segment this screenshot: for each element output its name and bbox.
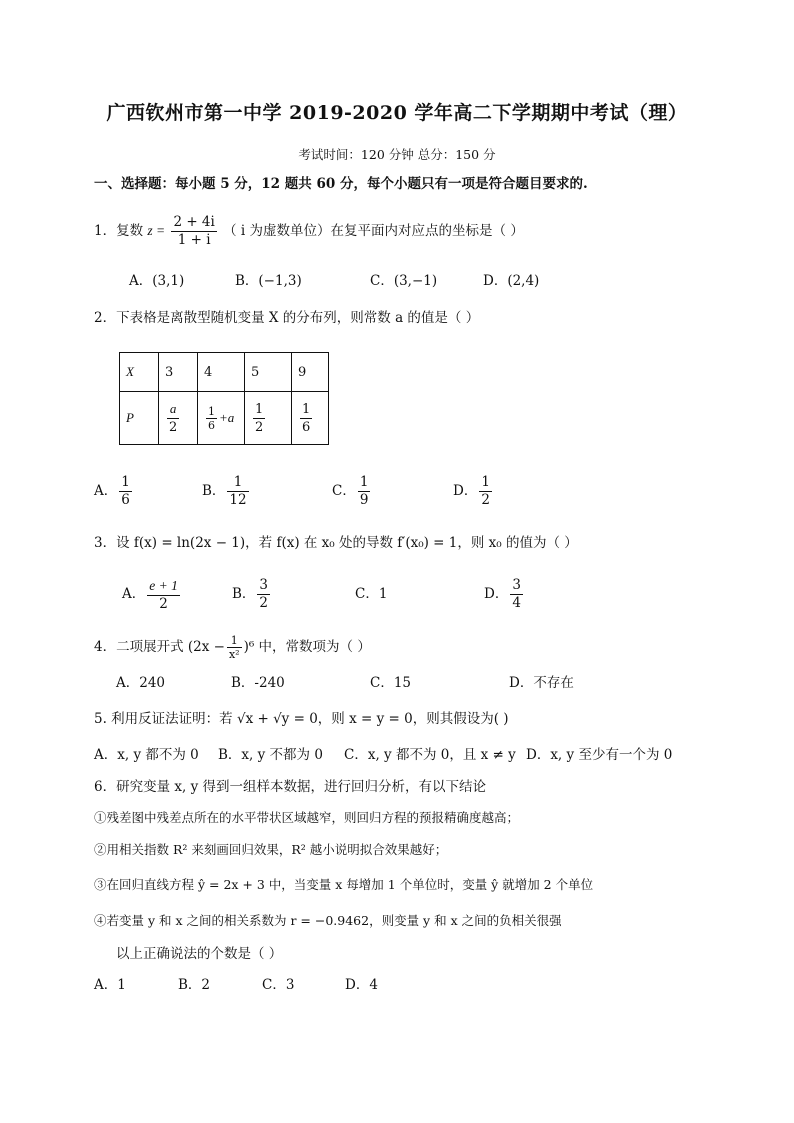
table-row [120, 392, 329, 445]
exam-info: 考试时间：120 分钟 总分：150 分 [298, 147, 496, 162]
section-heading: 一、选择题：每小题 5 分，12 题共 60 分，每个小题只有一项是符合题目要求的. [94, 176, 588, 192]
q1-option-c: C．(3,−1) [370, 273, 438, 289]
table-row [120, 353, 329, 392]
q3-option-b: B． $\frac{3}{2}$ [232, 577, 269, 611]
page-title: 广西钦州市第一中学 2019-2020 学年高二下学期期中考试（理） [106, 102, 688, 124]
q1-option-b: B．(−1,3) [235, 273, 302, 289]
q1-fraction [171, 214, 216, 249]
q4-option-b: B．-240 [231, 675, 285, 691]
question-2-stem: 2．下表格是离散型随机变量 X 的分布列，则常数 a 的值是（ ） [94, 310, 480, 326]
q6-option-d: D．4 [345, 977, 378, 993]
q4-option-d: D．不存在 [509, 675, 574, 691]
q1-option-d: D．(2,4) [483, 273, 540, 289]
q4-option-c: C．15 [370, 675, 412, 691]
table-cell: X [120, 353, 159, 392]
q5-option-b: B．x, y 不都为 0 [218, 747, 323, 763]
q5-option-c: C．x, y 都不为 0，且 x ≠ y [344, 747, 516, 763]
q2-option-d: D． $\frac{1}{2}$ [453, 474, 490, 508]
question-4-stem: 4．二项展开式 (2x − $\frac{1}{\text{x²}}$ )⁶ 中，常数项为（ ） [94, 634, 371, 661]
q6-statement-3: ③在回归直线方程 ŷ = 2x + 3 中，当变量 x 每增加 1 个单位时，变量 ŷ 就增加 2 个单位 [94, 877, 594, 892]
question-1-stem [94, 212, 524, 250]
q1-frac-den: 1 + i [177, 232, 211, 248]
q5-option-a: A．x, y 都不为 0 [94, 747, 199, 763]
q6-option-a: A．1 [94, 977, 126, 993]
q6-statement-2: ②用相关指数 R² 来刻画回归效果，R² 越小说明拟合效果越好； [94, 842, 448, 857]
q2-option-a: A． $\frac{1}{6}$ [94, 474, 130, 508]
q3-option-a: A． $\frac{e + 1}{2}$ [122, 577, 178, 612]
q1-frac-num: 2 + 4i [173, 214, 215, 230]
q3-option-c: C．1 [355, 586, 388, 602]
q2-option-b: B． $\frac{1}{12}$ [202, 474, 247, 508]
table-cell: $\frac{a}{2}$ [159, 392, 198, 445]
table-cell: 5 [245, 353, 292, 392]
table-cell: 4 [198, 353, 245, 392]
distribution-table [119, 352, 329, 445]
q2-option-c: C． $\frac{1}{9}$ [332, 474, 369, 508]
q6-option-b: B．2 [178, 977, 211, 993]
q6-option-c: C．3 [262, 977, 295, 993]
q1-stem-post: （ i 为虚数单位）在复平面内对应点的坐标是（ ） [223, 223, 524, 239]
table-cell: 3 [159, 353, 198, 392]
q6-statement-1: ①残差图中残差点所在的水平带状区域越窄，则回归方程的预报精确度越高； [94, 810, 520, 825]
table-cell: $\frac{1}{2}$ [245, 392, 292, 445]
question-6-stem: 6．研究变量 x, y 得到一组样本数据，进行回归分析，有以下结论 [94, 779, 486, 795]
q5-option-d: D．x, y 至少有一个为 0 [526, 747, 673, 763]
table-cell: P [120, 392, 159, 445]
q1-stem-pre: 1．复数 [94, 223, 144, 239]
q3-option-d: D． $\frac{3}{4}$ [484, 577, 521, 611]
q1-option-a: A．(3,1) [129, 273, 185, 289]
q4-option-a: A．240 [116, 675, 166, 691]
question-3-stem: 3．设 f(x) = ln(2x − 1)，若 f(x) 在 x₀ 处的导数 f′(x₀) = 1，则 x₀ 的值为（ ） [94, 535, 578, 551]
q6-question: 以上正确说法的个数是（ ） [116, 946, 283, 962]
table-cell: $\frac{1}{6}$ +a [198, 392, 245, 445]
question-5-stem: 5. 利用反证法证明：若 √x + √y = 0，则 x = y = 0，则其假设为( ) [94, 711, 509, 727]
q6-statement-4: ④若变量 y 和 x 之间的相关系数为 r = −0.9462，则变量 y 和 x 之间的负相关很强 [94, 913, 562, 928]
q1-var: z = [147, 223, 166, 238]
table-cell: $\frac{1}{6}$ [292, 392, 329, 445]
table-cell: 9 [292, 353, 329, 392]
